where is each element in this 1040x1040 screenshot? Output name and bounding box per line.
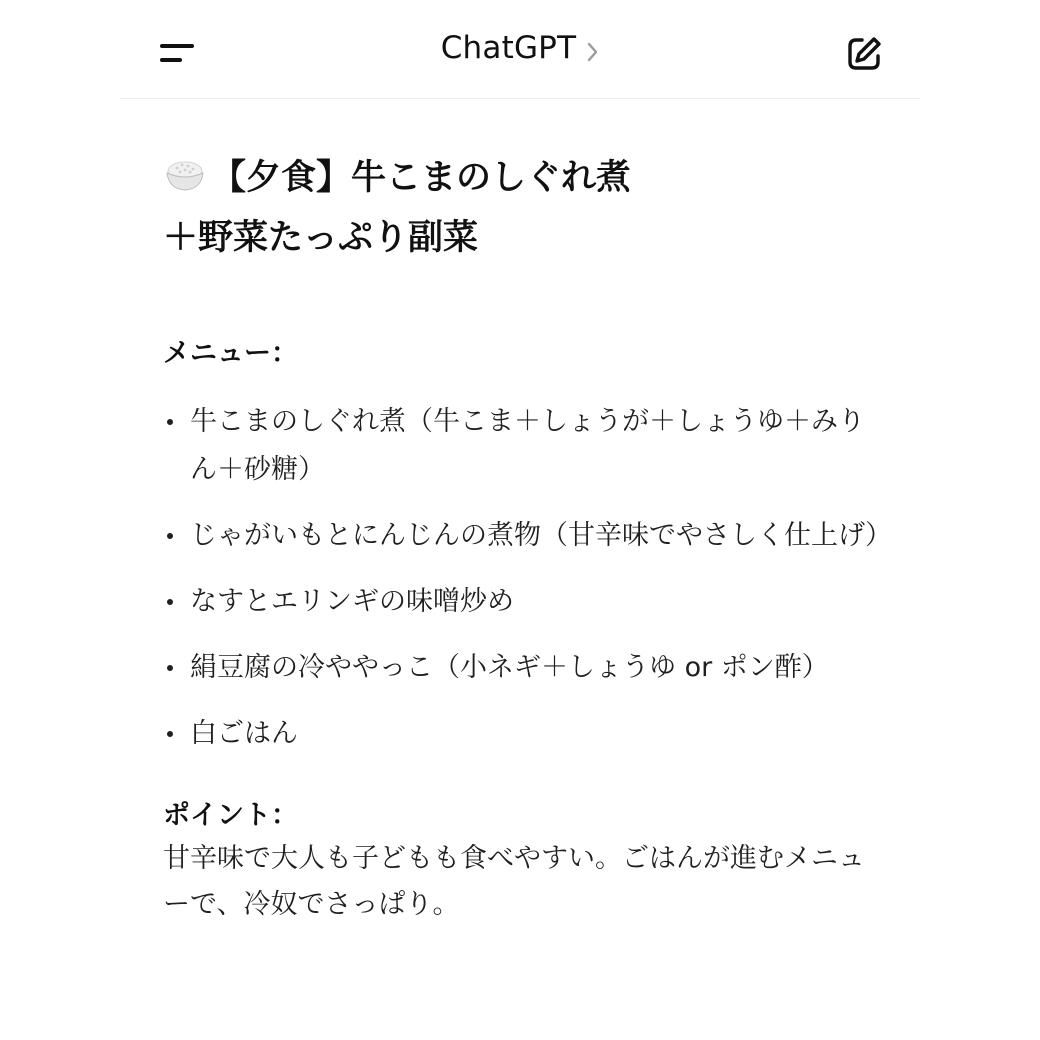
bullet-icon — [167, 665, 173, 671]
list-item-text: 白ごはん — [190, 718, 298, 749]
menu-list — [163, 398, 892, 758]
edit-icon — [844, 34, 884, 74]
assistant-message — [163, 148, 892, 928]
bullet-icon — [167, 533, 173, 539]
heading-line2: ＋野菜たっぷり副菜 — [163, 218, 479, 258]
menu-label: メニュー： — [163, 338, 298, 369]
point-label: ポイント： — [163, 800, 298, 831]
model-title-button[interactable] — [120, 30, 920, 66]
bullet-icon — [167, 731, 173, 737]
message-heading — [163, 148, 883, 268]
list-item — [163, 710, 883, 758]
chevron-right-icon — [587, 42, 599, 62]
list-item-text: 牛こまのしぐれ煮（牛こま＋しょうが＋しょうゆ＋みりん＋砂糖） — [190, 406, 865, 485]
top-bar — [120, 0, 920, 99]
new-chat-button[interactable] — [844, 34, 884, 74]
list-item — [163, 578, 883, 626]
list-item-text: なすとエリンギの味噌炒め — [190, 586, 514, 617]
rice-bowl-icon — [163, 151, 207, 195]
heading-line1: 【夕食】牛こまのしぐれ煮 — [211, 158, 632, 198]
list-item — [163, 398, 883, 494]
list-item-text: 絹豆腐の冷ややっこ（小ネギ＋しょうゆ or ポン酢） — [190, 652, 829, 683]
bullet-icon — [167, 599, 173, 605]
list-item-text: じゃがいもとにんじんの煮物（甘辛味でやさしく仕上げ） — [190, 520, 892, 551]
list-item — [163, 512, 892, 560]
point-text: 甘辛味で大人も子どもも食べやすい。ごはんが進むメニューで、冷奴でさっぱり。 — [163, 843, 865, 920]
app-title: ChatGPT — [440, 30, 577, 66]
bullet-icon — [167, 419, 173, 425]
list-item — [163, 644, 883, 692]
